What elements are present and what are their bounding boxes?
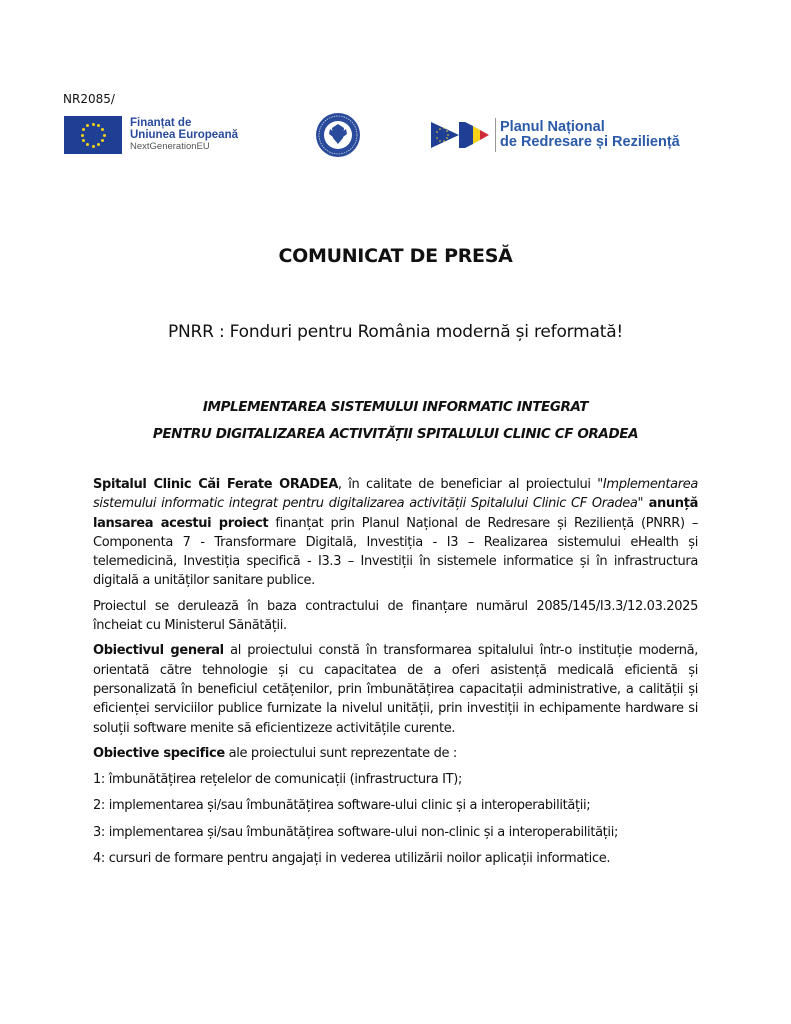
eu-flag-icon bbox=[64, 116, 122, 154]
general-objective-text: al proiectului constă în transformarea spitalului într-o instituție modernă, orientată către tehnologie și cu capacitatea de a oferi asistență medicală eficientă și personalizată în beneficiul cetățenilor, prin îmbunătățirea capacitații administrative, a calității și eficienței serviciilor publice furnizate la nivelul unității, prin investiții in echipamente hardware si soluții software menite să eficientizeze activitățile curente. bbox=[93, 643, 698, 736]
eu-funding-logo bbox=[64, 116, 238, 154]
eu-star-icon bbox=[101, 128, 104, 131]
guvernul-romaniei-seal-icon bbox=[313, 112, 363, 158]
objective-item: 2: implementarea și/sau îmbunătățirea software-ului clinic și a interoperabilității; bbox=[93, 798, 591, 814]
project-title-line2: PENTRU DIGITALIZAREA ACTIVITĂȚII SPITALULUI CLINIC CF ORADEA bbox=[152, 426, 639, 442]
pnrr-logo-line2: de Redresare și Reziliență bbox=[500, 134, 680, 150]
objective-item: 1: îmbunătățirea rețelelor de comunicații (infrastructura IT); bbox=[93, 772, 463, 788]
logo-banner bbox=[0, 112, 791, 162]
eu-star-icon bbox=[97, 124, 100, 127]
eu-star-icon bbox=[82, 128, 85, 131]
intro-text-2: finanțat prin Planul Național de Redresare și Reziliență (PNRR) – Componenta 7 - Transformare Digitală, Investiția - I3 – Realizarea sistemului eHealth și telemedicină, Investiția specifică - I3.3 – Investiții în sistemele informatice și în infrastructura digitală a unităților sanitare publice. bbox=[93, 515, 698, 589]
project-name: "Implementarea sistemului informatic integrat pentru digitalizarea activității Spitalului Clinic CF Oradea" bbox=[93, 477, 698, 512]
document-reference-number: NR2085/ bbox=[63, 92, 115, 106]
objective-item: 4: cursuri de formare pentru angajați in vederea utilizării noilor aplicații informatice. bbox=[93, 851, 611, 867]
general-objective-label: Obiectivul general bbox=[93, 643, 224, 659]
eu-star-icon bbox=[86, 124, 89, 127]
eu-star-icon bbox=[82, 139, 85, 142]
objective-item: 3: implementarea și/sau îmbunătățirea software-ului non-clinic și a interoperabilității; bbox=[93, 824, 618, 840]
page-title: COMUNICAT DE PRESĂ bbox=[278, 245, 513, 267]
specific-objectives-intro bbox=[93, 744, 698, 763]
project-title bbox=[0, 394, 791, 448]
eu-star-icon bbox=[101, 139, 104, 142]
eu-star-icon bbox=[97, 143, 100, 146]
pnrr-separator bbox=[495, 118, 496, 152]
eu-star-icon bbox=[103, 134, 106, 137]
project-title-line1: IMPLEMENTAREA SISTEMULUI INFORMATIC INTEGRAT bbox=[202, 399, 589, 415]
specific-objectives-text: ale proiectului sunt reprezentate de : bbox=[224, 745, 457, 761]
page-subtitle: PNRR : Fonduri pentru România modernă și reformată! bbox=[167, 322, 624, 342]
launch-announcement: anunță lansarea acestui proiect bbox=[93, 496, 698, 531]
eu-star-icon bbox=[92, 145, 95, 148]
eu-star-icon bbox=[81, 134, 84, 137]
pnrr-logo-line1: Planul Național bbox=[500, 119, 605, 135]
eu-logo-line2: Uniunea Europeană bbox=[130, 129, 238, 141]
beneficiary-name: Spitalul Clinic Căi Ferate ORADEA bbox=[93, 477, 338, 492]
intro-paragraph bbox=[93, 475, 698, 591]
contract-paragraph: Proiectul se derulează în baza contractului de finanțare numărul 2085/145/I3.3/12.03.2025 încheiat cu Ministerul Sănătății. bbox=[93, 598, 698, 634]
eu-star-icon bbox=[86, 143, 89, 146]
press-release-body bbox=[93, 475, 698, 875]
eu-logo-line3: NextGenerationEU bbox=[130, 141, 210, 152]
general-objective-paragraph bbox=[93, 641, 698, 737]
pnrr-logo bbox=[431, 118, 680, 152]
pnrr-arrows-icon bbox=[431, 120, 491, 150]
eu-logo-line1: Finanțat de bbox=[130, 117, 192, 129]
eu-star-icon bbox=[92, 123, 95, 126]
specific-objectives-label: Obiective specifice bbox=[93, 745, 225, 761]
intro-text-1: , în calitate de beneficiar al proiectului bbox=[337, 477, 598, 492]
